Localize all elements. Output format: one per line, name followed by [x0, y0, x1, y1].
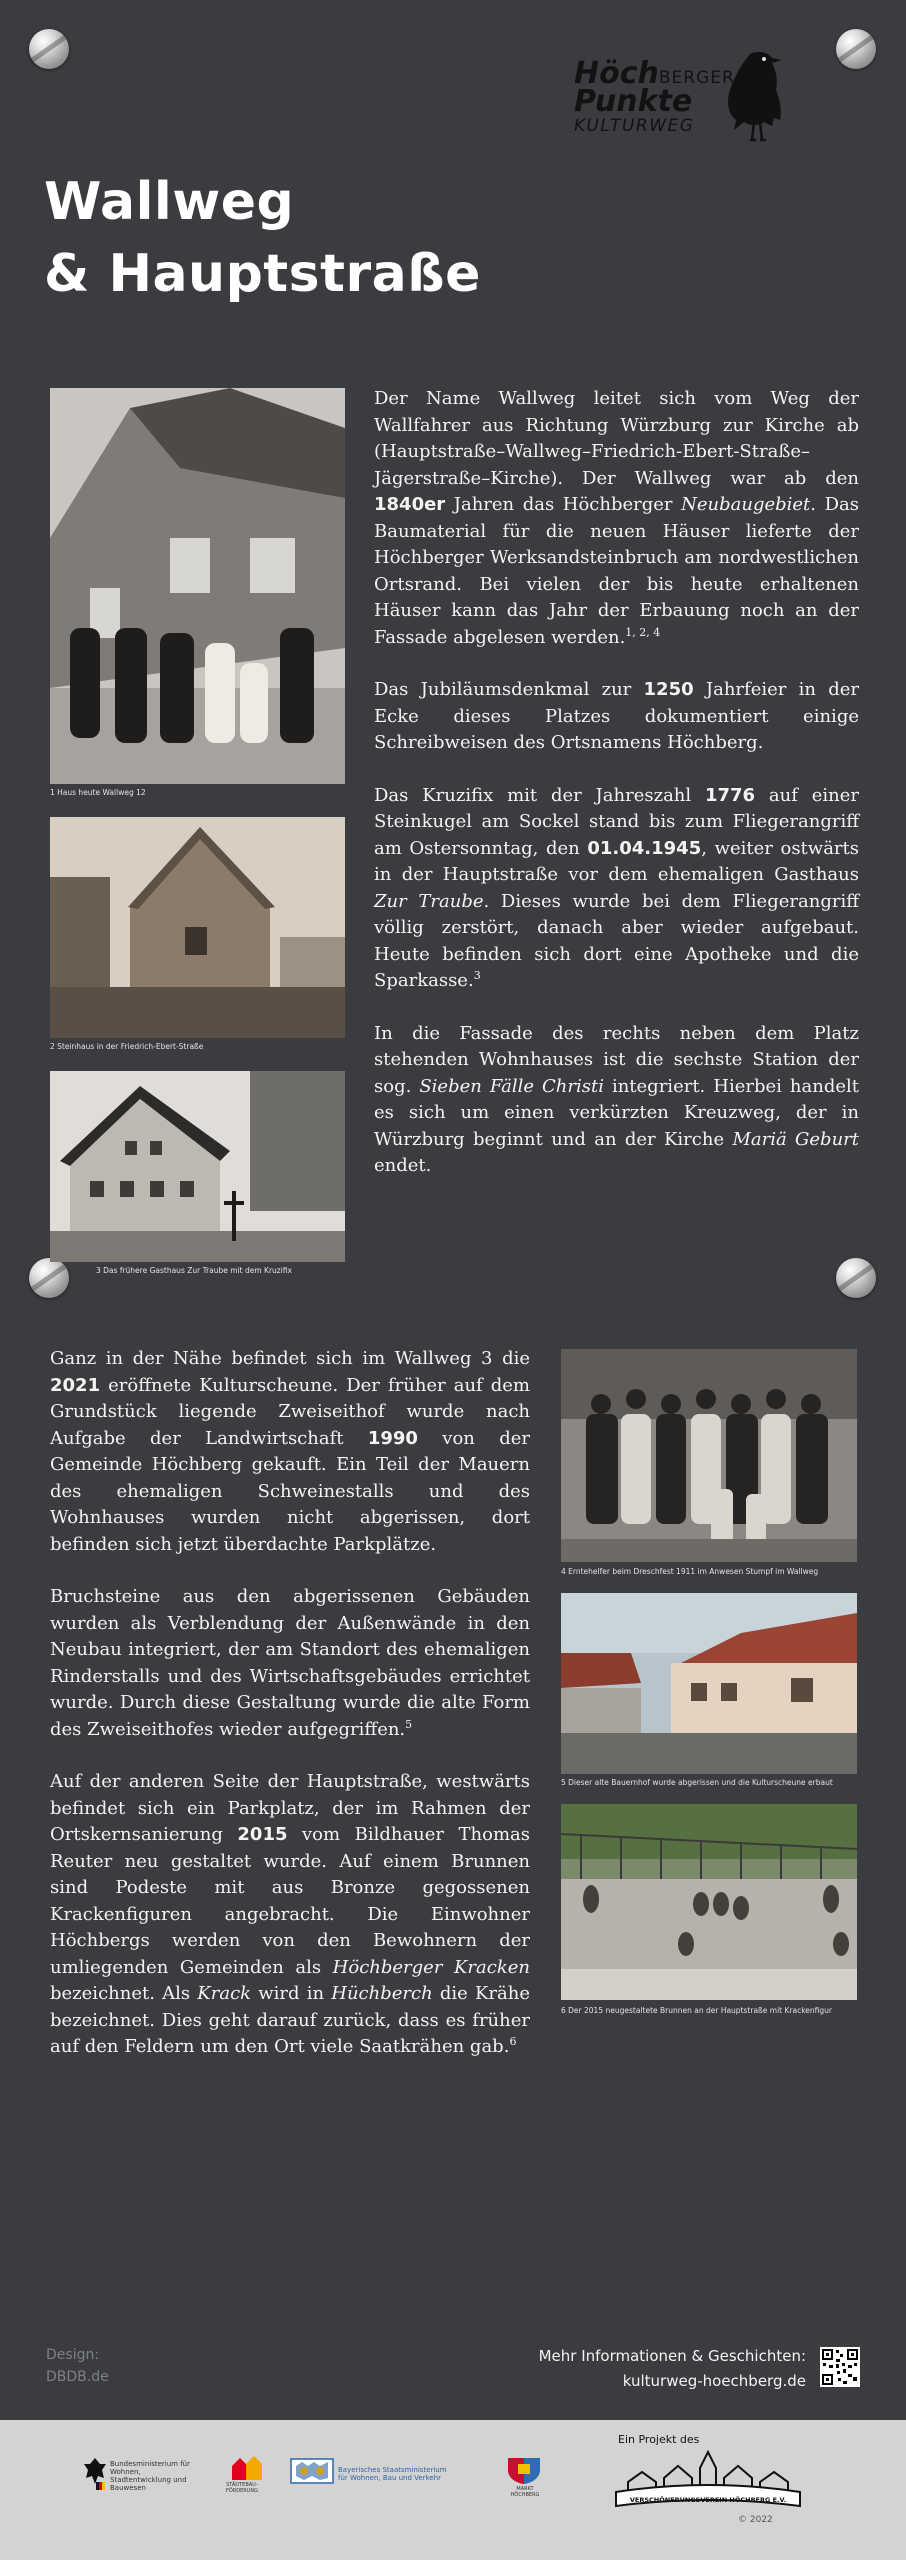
qr-code-icon[interactable]: [820, 2347, 860, 2387]
crow-icon: [720, 48, 790, 146]
section1-text: [374, 386, 859, 1206]
more-info: Mehr Informationen & Geschichten: kulturweg-hoechberg.de: [539, 2344, 806, 2394]
photo-haus-wallweg-12: [50, 388, 345, 784]
logo-line3: KULTURWEG: [574, 116, 695, 136]
paragraph: Das Jubiläumsdenkmal zur 1250 Jahrfeier in der Ecke dieses Platzes dokumentiert einige Schreibweisen des Ortsnamens Höchberg.: [374, 679, 859, 753]
screw-top-left: [29, 29, 69, 69]
design-link[interactable]: DBDB.de: [46, 2369, 109, 2385]
caption-2: 2 Steinhaus in der Friedrich-Ebert-Straße: [50, 1042, 204, 1051]
logo-line2: Punkte: [574, 84, 693, 119]
caption-4: 4 Erntehelfer beim Dreschfest 1911 im Anwesen Stumpf im Wallweg: [561, 1567, 819, 1576]
verschoenerungsverein-logo: Ein Projekt des VERSCHÖNERUNGSVEREIN HÖCHBERG E.V. © 2022: [608, 2430, 808, 2550]
sponsor-footer: Bundesministerium für Wohnen, Stadtentwicklung und Bauwesen STÄDTEBAU-FÖRDERUNG Bayerisches Staatsministerium für Wohnen, Bau und Verkehr MARKT HÖCHBERG Ein Projekt des VERSCHÖNERUNGSVEREIN HÖCHBERG E.V. © 2022: [0, 2420, 906, 2560]
german-eagle-icon: [82, 2456, 108, 2490]
photo-erntehelfer: [561, 1349, 857, 1562]
photo-gasthaus-zur-traube: [50, 1071, 345, 1262]
paragraph: Ganz in der Nähe befindet sich im Wallweg 3 die 2021 eröffnete Kulturscheune. Der früher auf dem Grundstück liegende Zweiseithof wurde nach Aufgabe der Landwirtschaft 1990 von der Gemeinde Höchberg gekauft. Ein Teil der Mauern des ehemaligen Schweinestalls und des Wohnhauses wurden nicht abgerissen, dort befinden sich jetzt überdachte Parkplätze.: [50, 1348, 530, 1555]
page-title: Wallweg & Hauptstraße: [44, 172, 481, 304]
paragraph: Auf der anderen Seite der Hauptstraße, westwärts befindet sich ein Parkplatz, der im Rahmen der Ortskernsanierung 2015 vom Bildhauer Thomas Reuter neu gestaltet wurde. Auf einem Brunnen sind Podeste mit aus Bronze gegossenen Krackenfiguren angebracht. Die Einwohner Höchbergs werden von den Bewohnern der umliegenden Gemeinden als Höchberger Kracken bezeichnet. Als Krack wird in Hüchberch die Krähe bezeichnet. Dies geht darauf zurück, dass es früher auf den Feldern um den Ort viele Saatkrähen gab.$^6$: [50, 1771, 531, 2057]
photo-steinhaus: [50, 817, 345, 1038]
paragraph: Das Kruzifix mit der Jahreszahl 1776 auf einer Steinkugel am Sockel stand bis zum Fliegerangriff am Ostersonntag, den 01.04.1945, weiter ostwärts in der Hauptstraße vor dem ehemaligen Gasthaus Zur Traube. Dieses wurde bei dem Fliegerangriff völlig zerstört, danach aber wieder aufgebaut. Heute befinden sich dort eine Apotheke und die Sparkasse.$^3$: [374, 784, 860, 991]
screw-mid-right: [836, 1258, 876, 1298]
photo-alter-bauernhof: [561, 1593, 857, 1774]
kulturweg-logo: [568, 48, 790, 148]
bayern-crest-icon: [290, 2458, 334, 2484]
caption-5: 5 Dieser alte Bauernhof wurde abgerissen und die Kulturscheune erbaut: [561, 1778, 833, 1787]
paragraph: In die Fassade des rechts neben dem Platz stehenden Wohnhauses ist die sechste Station der sog. Sieben Fälle Christi integriert. Hierbei handelt es sich um einen verkürzten Kreuzweg, der in Würzburg beginnt und an der Kirche Mariä Geburt endet.: [374, 1022, 859, 1176]
design-credit: Design: DBDB.de: [46, 2344, 109, 2388]
screw-mid-left: [29, 1258, 69, 1298]
staedtebau-icon: [232, 2454, 262, 2480]
paragraph: Der Name Wallweg leitet sich vom Weg der Wallfahrer aus Richtung Würzburg zur Kirche ab (Hauptstraße–Wallweg–Friedrich-Ebert-Straße–Jägerstraße–Kirche). Der Wallweg war ab den 1840er Jahren das Höchberger Neubaugebiet. Das Baumaterial für die neuen Häuser lieferte der Höchberger Werksandsteinbruch am nordwestlichen Ortsrand. Bei vielen der bis heute erhaltenen Häuser kann das Jahr der Erbauung noch an der Fassade abgelesen werden.$^{1, 2, 4}$: [374, 388, 859, 648]
caption-3: 3 Das frühere Gasthaus Zur Traube mit dem Kruzifix: [96, 1266, 292, 1275]
section2-text: [50, 1346, 530, 2087]
screw-top-right: [836, 29, 876, 69]
caption-6: 6 Der 2015 neugestaltete Brunnen an der Hauptstraße mit Krackenfigur: [561, 2006, 832, 2015]
hoechberg-crest-icon: [506, 2456, 542, 2484]
website-link[interactable]: kulturweg-hoechberg.de: [622, 2372, 806, 2390]
logo-line1: HöchBERGER: [574, 56, 735, 91]
photo-brunnen-krackenfigur: [561, 1804, 857, 2000]
caption-1: 1 Haus heute Wallweg 12: [50, 788, 146, 797]
paragraph: Bruchsteine aus den abgerissenen Gebäuden wurden als Verblendung der Außenwände in den Neubau integriert, der am Standort des ehemaligen Rinderstalls und des Wirtschaftsgebäudes errichtet wurde. Durch diese Gestaltung wurde die alte Form des Zweiseithofes wieder aufgegriffen.$^5$: [50, 1586, 530, 1740]
